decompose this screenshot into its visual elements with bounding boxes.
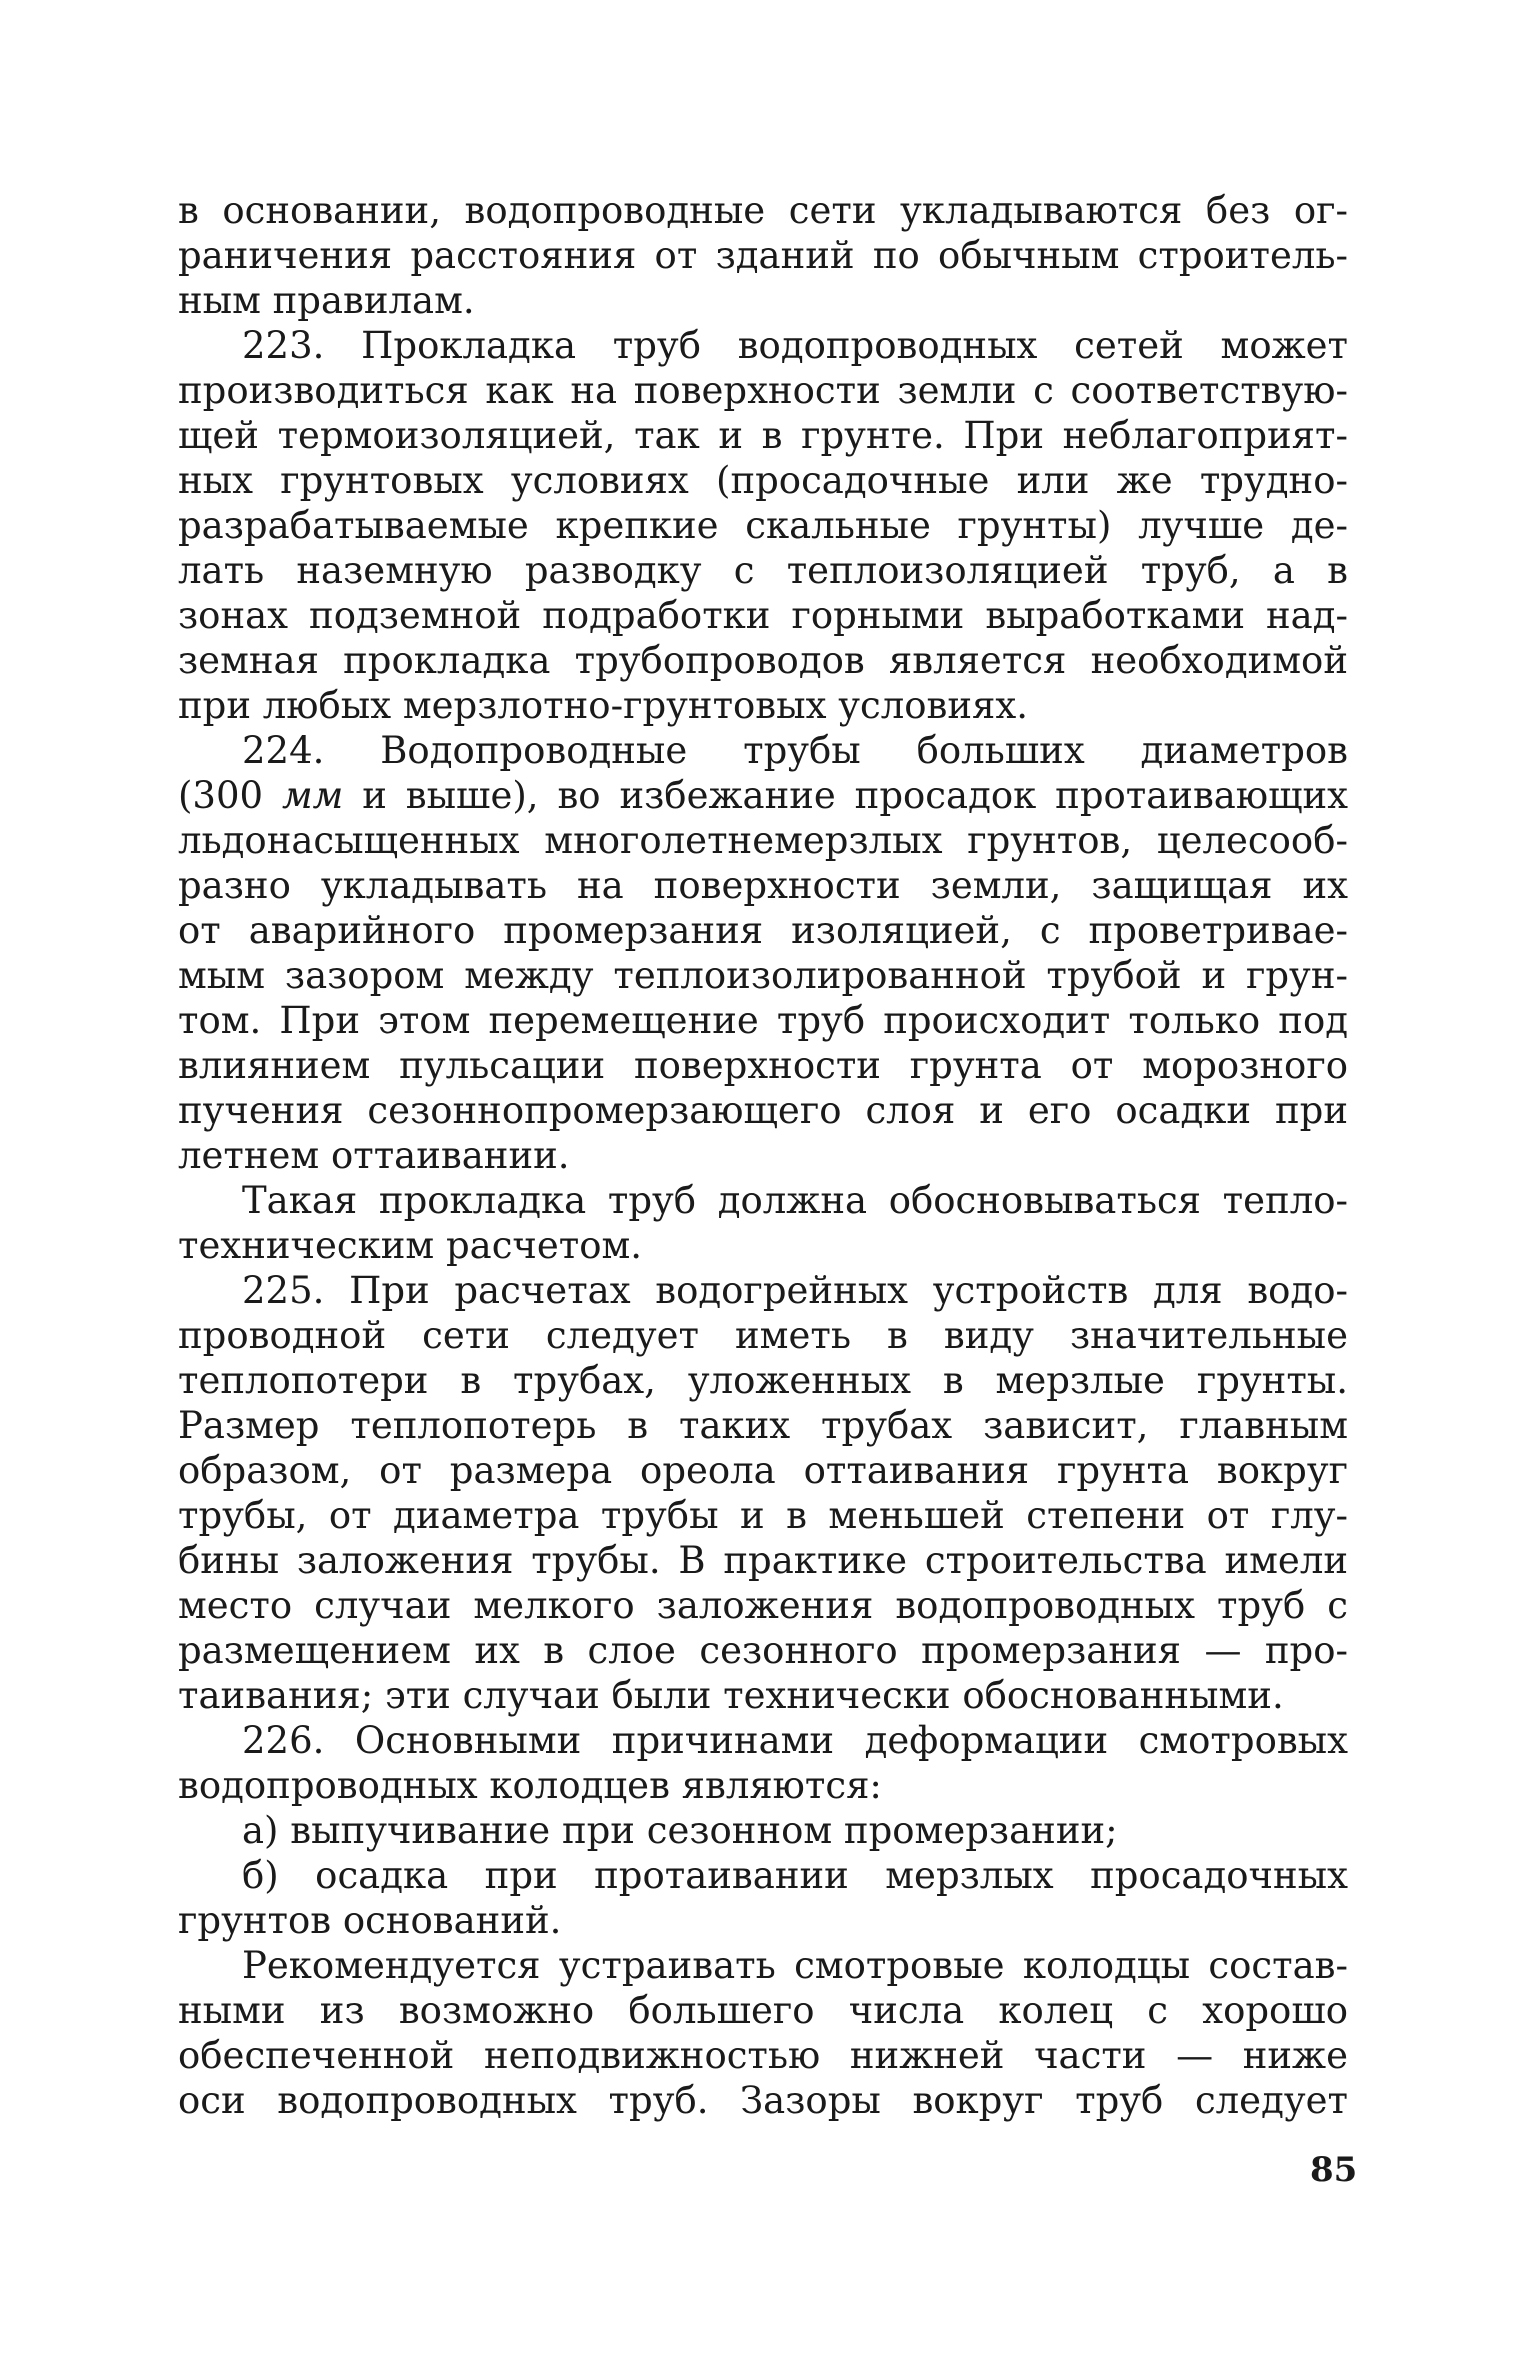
text-line: (300 мм и выше), во избежание просадок протаивающих bbox=[178, 774, 1349, 817]
list-item: а) выпучивание при сезонном промерзании; bbox=[242, 1809, 1118, 1852]
text-line: ным правилам. bbox=[178, 279, 475, 322]
unit-mm: мм bbox=[281, 774, 344, 817]
text-line: разрабатываемые крепкие скальные грунты) лучше де- bbox=[178, 504, 1348, 547]
text-line: производиться как на поверхности земли с соответствую- bbox=[178, 369, 1348, 412]
text-line: в основании, водопроводные сети укладываются без ог- bbox=[178, 189, 1348, 232]
text-line: 226. Основными причинами деформации смотровых bbox=[242, 1719, 1348, 1762]
text-line: зонах подземной подработки горными выработками над- bbox=[178, 594, 1348, 637]
text-line: техническим расчетом. bbox=[178, 1224, 643, 1267]
text-line: таивания; эти случаи были технически обоснованными. bbox=[178, 1674, 1284, 1717]
text-line: бины заложения трубы. В практике строительства имели bbox=[178, 1539, 1348, 1582]
text-line: обеспеченной неподвижностью нижней части — ниже bbox=[178, 2034, 1348, 2077]
text-line: оси водопроводных труб. Зазоры вокруг труб следует bbox=[178, 2079, 1348, 2122]
text-line: 225. При расчетах водогрейных устройств для водо- bbox=[242, 1269, 1348, 1312]
text-line: размещением их в слое сезонного промерзания — про- bbox=[178, 1629, 1348, 1672]
text-line: пучения сезоннопромерзающего слоя и его осадки при bbox=[178, 1089, 1348, 1132]
deformation-causes-list bbox=[178, 1808, 1348, 1943]
text-line: мым зазором между теплоизолированной трубой и грун- bbox=[178, 954, 1348, 997]
text-line: трубы, от диаметра трубы и в меньшей степени от глу- bbox=[178, 1494, 1348, 1537]
text-line: 223. Прокладка труб водопроводных сетей может bbox=[242, 324, 1348, 367]
text-line: щей термоизоляцией, так и в грунте. При неблагоприят- bbox=[178, 414, 1348, 457]
paragraph-note bbox=[178, 1178, 1348, 1268]
text-line: 224. Водопроводные трубы больших диаметров bbox=[242, 729, 1348, 772]
list-item: б) осадка при протаивании мерзлых просадочных bbox=[242, 1854, 1348, 1897]
text-line: разно укладывать на поверхности земли, защищая их bbox=[178, 864, 1348, 907]
text-line: Рекомендуется устраивать смотровые колодцы состав- bbox=[242, 1944, 1348, 1987]
text-line: образом, от размера ореола оттаивания грунта вокруг bbox=[178, 1449, 1348, 1492]
text-line: лать наземную разводку с теплоизоляцией труб, а в bbox=[178, 549, 1348, 592]
text-line: при любых мерзлотно-грунтовых условиях. bbox=[178, 684, 1028, 727]
paragraph-226 bbox=[178, 1718, 1348, 1808]
paragraph-continuation bbox=[178, 188, 1348, 323]
text-line: ных грунтовых условиях (просадочные или же трудно- bbox=[178, 459, 1348, 502]
paragraph-225 bbox=[178, 1268, 1348, 1718]
text-line: грунтов оснований. bbox=[178, 1899, 562, 1942]
paragraph-recommendation bbox=[178, 1943, 1348, 2123]
page-number: 85 bbox=[1310, 2150, 1358, 2190]
text-line: ными из возможно большего числа колец с хорошо bbox=[178, 1989, 1348, 2032]
text-line: проводной сети следует иметь в виду значительные bbox=[178, 1314, 1348, 1357]
page-body bbox=[178, 188, 1348, 2123]
text-line: теплопотери в трубах, уложенных в мерзлые грунты. bbox=[178, 1359, 1348, 1402]
paragraph-224 bbox=[178, 728, 1348, 1178]
text-line: раничения расстояния от зданий по обычным строитель- bbox=[178, 234, 1348, 277]
text-line: том. При этом перемещение труб происходит только под bbox=[178, 999, 1348, 1042]
paragraph-223 bbox=[178, 323, 1348, 728]
text-line: Такая прокладка труб должна обосновываться тепло- bbox=[242, 1179, 1348, 1222]
text-line: от аварийного промерзания изоляцией, с проветривае- bbox=[178, 909, 1348, 952]
text-line: Размер теплопотерь в таких трубах зависит, главным bbox=[178, 1404, 1348, 1447]
text-line: водопроводных колодцев являются: bbox=[178, 1764, 882, 1807]
text-line: влиянием пульсации поверхности грунта от морозного bbox=[178, 1044, 1348, 1087]
text-line: земная прокладка трубопроводов является необходимой bbox=[178, 639, 1348, 682]
text-line: летнем оттаивании. bbox=[178, 1134, 570, 1177]
text-line: льдонасыщенных многолетнемерзлых грунтов, целесооб- bbox=[178, 819, 1348, 862]
text-line: место случаи мелкого заложения водопроводных труб с bbox=[178, 1584, 1348, 1627]
